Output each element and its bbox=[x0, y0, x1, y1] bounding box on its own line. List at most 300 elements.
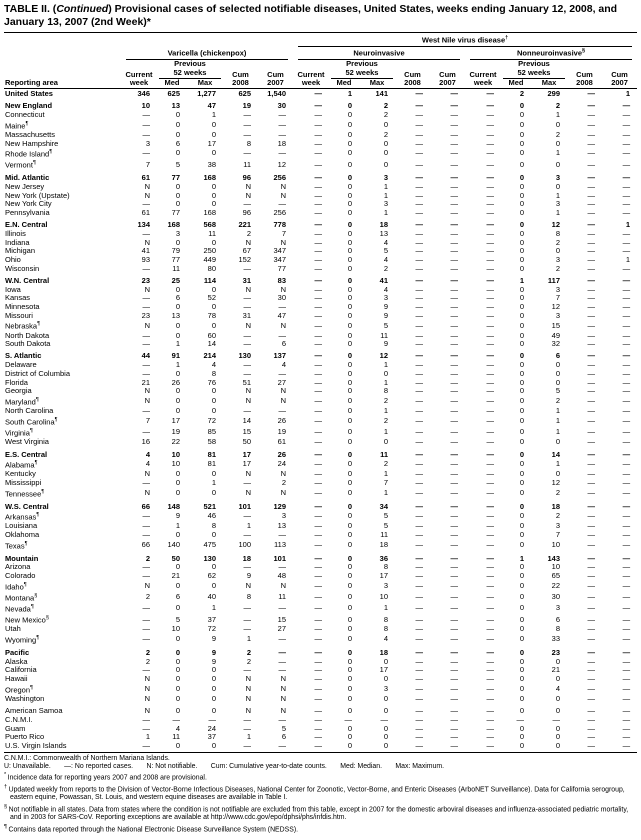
table-row bbox=[4, 592, 637, 603]
value-cell: 38 bbox=[207, 159, 216, 169]
value-cell: — bbox=[486, 378, 494, 387]
value-cell: 23 bbox=[551, 647, 560, 657]
value-cell: — bbox=[450, 340, 458, 349]
value-cell: — bbox=[486, 229, 494, 238]
value-cell: — bbox=[587, 553, 595, 563]
value-cell: — bbox=[415, 407, 423, 416]
value-cell: 0 bbox=[519, 139, 524, 148]
reporting-area-cell: North Carolina bbox=[5, 407, 54, 416]
value-cell: — bbox=[622, 130, 631, 139]
value-cell: 1 bbox=[383, 603, 388, 613]
value-cell: 299 bbox=[547, 89, 560, 98]
value-cell: 0 bbox=[347, 449, 352, 459]
value-cell: 0 bbox=[211, 706, 216, 716]
value-cell: — bbox=[278, 634, 286, 644]
value-cell: — bbox=[314, 369, 322, 378]
value-cell: — bbox=[622, 470, 631, 479]
value-cell: — bbox=[587, 694, 595, 703]
value-cell: — bbox=[314, 470, 322, 479]
table-row bbox=[4, 675, 637, 684]
value-cell: 0 bbox=[347, 387, 352, 396]
value-cell: — bbox=[415, 378, 423, 387]
value-cell: — bbox=[486, 148, 494, 158]
value-cell: — bbox=[415, 89, 423, 98]
value-cell: — bbox=[587, 139, 595, 148]
value-cell: 0 bbox=[519, 238, 524, 247]
value-cell: 1 bbox=[211, 479, 216, 488]
value-cell: — bbox=[314, 294, 322, 303]
value-cell: — bbox=[450, 603, 458, 613]
value-cell: 3 bbox=[281, 511, 286, 521]
value-cell: — bbox=[622, 427, 631, 437]
value-cell: 67 bbox=[242, 247, 251, 256]
value-cell: — bbox=[208, 715, 216, 724]
value-cell: — bbox=[415, 416, 423, 426]
value-cell: 5 bbox=[555, 387, 560, 396]
value-cell: 0 bbox=[519, 351, 524, 361]
value-cell: — bbox=[415, 511, 423, 521]
value-cell: 17 bbox=[171, 416, 180, 426]
value-cell: N bbox=[245, 320, 251, 330]
footnote-mark: ¶ bbox=[36, 512, 40, 519]
table-row bbox=[4, 218, 637, 230]
header-spacer bbox=[4, 34, 293, 47]
value-cell: — bbox=[314, 119, 322, 129]
value-cell: 0 bbox=[519, 101, 524, 111]
value-cell: 0 bbox=[211, 320, 216, 330]
value-cell: — bbox=[486, 182, 494, 191]
value-cell: 0 bbox=[211, 666, 216, 675]
value-cell: — bbox=[450, 724, 458, 733]
value-cell: — bbox=[223, 742, 258, 752]
table-row bbox=[4, 540, 637, 551]
varicella-previous-52weeks-header bbox=[157, 60, 223, 79]
value-cell: — bbox=[587, 657, 595, 666]
value-cell: — bbox=[450, 285, 458, 294]
value-cell: 0 bbox=[211, 531, 216, 540]
value-cell: — bbox=[278, 302, 286, 311]
value-cell: — bbox=[587, 540, 595, 550]
value-cell: — bbox=[415, 540, 423, 550]
value-cell: — bbox=[314, 285, 322, 294]
value-cell: N bbox=[280, 706, 286, 716]
value-cell: 19 bbox=[277, 427, 286, 437]
value-cell: — bbox=[142, 331, 150, 340]
value-cell: — bbox=[450, 101, 458, 111]
value-cell: 0 bbox=[211, 182, 216, 191]
value-cell: — bbox=[587, 470, 595, 479]
value-cell: — bbox=[278, 119, 286, 129]
value-cell: — bbox=[314, 634, 322, 644]
value-cell: — bbox=[450, 715, 458, 724]
footnote-line: † Updated weekly from reports to the Division of Vector-Borne Infectious Diseases, National Center for Zoonotic, Vector-Borne, and Enteric Diseases (ArboNET Surveillance). Data for California serogroup, eastern equine, Powassan, St. Louis, and western equine diseases are available in Table I. bbox=[4, 783, 625, 802]
value-cell: — bbox=[142, 603, 150, 613]
value-cell: — bbox=[314, 694, 322, 703]
reporting-area-cell: S. Atlantic bbox=[5, 351, 42, 361]
value-cell: — bbox=[314, 331, 322, 340]
value-cell: 4 bbox=[175, 724, 180, 733]
value-cell: — bbox=[622, 666, 631, 675]
value-cell: 256 bbox=[273, 208, 286, 217]
footnote-mark: * bbox=[4, 772, 8, 779]
value-cell: 49 bbox=[551, 331, 560, 340]
value-cell: 117 bbox=[547, 275, 560, 285]
value-cell: 12 bbox=[277, 159, 286, 169]
value-cell: 0 bbox=[175, 674, 180, 683]
value-cell: — bbox=[415, 625, 423, 634]
value-cell: 1 bbox=[519, 553, 524, 563]
footnote-mark: ¶ bbox=[41, 488, 45, 495]
value-cell: 0 bbox=[519, 666, 524, 675]
value-cell: 24 bbox=[207, 724, 216, 733]
value-cell: 0 bbox=[519, 479, 524, 488]
value-cell: 4 bbox=[211, 361, 216, 370]
value-cell: 0 bbox=[347, 320, 352, 330]
reporting-area-cell: Vermont¶ bbox=[5, 160, 36, 170]
value-cell: 250 bbox=[203, 247, 216, 256]
value-cell: 81 bbox=[207, 459, 216, 469]
value-cell: 7 bbox=[555, 531, 560, 540]
value-cell: — bbox=[587, 724, 595, 733]
value-cell: — bbox=[622, 110, 631, 119]
value-cell: — bbox=[450, 320, 458, 330]
value-cell: 0 bbox=[347, 438, 352, 447]
value-cell: — bbox=[278, 130, 286, 139]
value-cell: 0 bbox=[211, 302, 216, 311]
value-cell: — bbox=[486, 110, 494, 119]
value-cell: 61 bbox=[141, 173, 150, 183]
reporting-area-cell: Massachusetts bbox=[5, 130, 56, 139]
neuro-cum2007-header: Cum 2007 bbox=[430, 60, 465, 88]
value-cell: — bbox=[486, 522, 494, 531]
value-cell: — bbox=[142, 294, 150, 303]
neuroinvasive-label: Neuroinvasive bbox=[353, 48, 405, 58]
value-cell: 1 bbox=[211, 603, 216, 613]
value-cell: — bbox=[587, 378, 595, 387]
value-cell: — bbox=[450, 369, 458, 378]
value-cell: — bbox=[450, 553, 458, 563]
value-cell: 625 bbox=[167, 89, 180, 98]
value-cell: — bbox=[622, 294, 631, 303]
value-cell: — bbox=[486, 416, 494, 426]
value-cell: N bbox=[245, 396, 251, 406]
value-cell: 0 bbox=[175, 148, 180, 158]
value-cell: 27 bbox=[277, 625, 286, 634]
neuro-cum2008-header: Cum 2008 bbox=[395, 60, 430, 88]
table-row bbox=[4, 273, 637, 285]
value-cell: — bbox=[142, 666, 150, 675]
value-cell: — bbox=[486, 351, 494, 361]
value-cell: — bbox=[450, 139, 458, 148]
value-cell: 13 bbox=[379, 229, 388, 238]
value-cell: — bbox=[314, 229, 322, 238]
value-cell: — bbox=[314, 139, 322, 148]
value-cell: — bbox=[243, 715, 251, 724]
value-cell: — bbox=[415, 674, 423, 683]
value-cell: — bbox=[415, 173, 423, 183]
value-cell: — bbox=[415, 531, 423, 540]
table-row bbox=[4, 88, 637, 99]
value-cell: 12 bbox=[551, 302, 560, 311]
value-cell: — bbox=[486, 275, 494, 285]
value-cell: — bbox=[314, 110, 322, 119]
reporting-area-cell: Missouri bbox=[5, 311, 33, 320]
value-cell: 0 bbox=[347, 361, 352, 370]
value-cell: 0 bbox=[519, 407, 524, 416]
table-row bbox=[4, 99, 637, 111]
value-cell: 22 bbox=[551, 580, 560, 590]
value-cell: 0 bbox=[519, 119, 524, 129]
value-cell: N bbox=[144, 387, 150, 396]
value-cell: — bbox=[142, 427, 150, 437]
table-row bbox=[4, 379, 637, 388]
value-cell: — bbox=[450, 130, 458, 139]
value-cell: — bbox=[622, 159, 631, 169]
value-cell: 1 bbox=[383, 191, 388, 200]
value-cell: 0 bbox=[347, 647, 352, 657]
reporting-area-cell: American Samoa bbox=[5, 706, 63, 716]
value-cell: 0 bbox=[519, 683, 524, 693]
value-cell: N bbox=[144, 285, 150, 294]
value-cell: 0 bbox=[175, 531, 180, 540]
value-cell: — bbox=[486, 89, 494, 98]
nonneuro-cum2007-header: Cum 2007 bbox=[602, 60, 637, 88]
value-cell: — bbox=[587, 173, 595, 183]
value-cell: 1 bbox=[555, 191, 560, 200]
value-cell: — bbox=[314, 459, 322, 469]
value-cell: 0 bbox=[519, 603, 524, 613]
value-cell: — bbox=[587, 479, 595, 488]
value-cell: 0 bbox=[383, 733, 388, 742]
value-cell: N bbox=[280, 285, 286, 294]
value-cell: 0 bbox=[519, 427, 524, 437]
reporting-area-cell: E.S. Central bbox=[5, 449, 48, 459]
value-cell: 1,540 bbox=[267, 89, 286, 98]
value-cell: 0 bbox=[347, 522, 352, 531]
value-cell: 0 bbox=[347, 666, 352, 675]
value-cell: 143 bbox=[547, 553, 560, 563]
value-cell: — bbox=[278, 666, 286, 675]
value-cell: 0 bbox=[519, 182, 524, 191]
value-cell: — bbox=[243, 614, 251, 624]
value-cell: 66 bbox=[141, 501, 150, 511]
value-cell: 30 bbox=[551, 592, 560, 602]
value-cell: 24 bbox=[277, 459, 286, 469]
reporting-area-cell: Kentucky bbox=[5, 470, 36, 479]
value-cell: — bbox=[486, 674, 494, 683]
value-cell: 10 bbox=[171, 625, 180, 634]
value-cell: — bbox=[622, 191, 631, 200]
value-cell: — bbox=[142, 625, 150, 634]
value-cell: 0 bbox=[347, 694, 352, 703]
value-cell: — bbox=[622, 247, 631, 256]
value-cell: 33 bbox=[551, 634, 560, 644]
value-cell: — bbox=[450, 238, 458, 247]
value-cell: 134 bbox=[137, 220, 150, 230]
value-cell: 2 bbox=[555, 101, 560, 111]
value-cell: 1 bbox=[175, 522, 180, 531]
value-cell: — bbox=[450, 110, 458, 119]
footnote-mark: ¶ bbox=[30, 604, 34, 611]
value-cell: N bbox=[280, 238, 286, 247]
value-cell: 0 bbox=[175, 302, 180, 311]
value-cell: N bbox=[144, 396, 150, 406]
value-cell: — bbox=[142, 407, 150, 416]
value-cell: — bbox=[142, 571, 150, 580]
table-row bbox=[4, 303, 637, 312]
value-cell: 0 bbox=[383, 706, 388, 716]
value-cell: — bbox=[622, 647, 631, 657]
footnote-mark: § bbox=[34, 592, 38, 599]
reporting-area-cell: Colorado bbox=[5, 571, 36, 580]
value-cell: 0 bbox=[347, 396, 352, 406]
value-cell: — bbox=[587, 331, 595, 340]
value-cell: 0 bbox=[347, 302, 352, 311]
value-cell: 0 bbox=[519, 438, 524, 447]
value-cell: — bbox=[314, 647, 322, 657]
table-body bbox=[4, 88, 637, 752]
value-cell: — bbox=[314, 540, 322, 550]
value-cell: — bbox=[486, 191, 494, 200]
value-cell: — bbox=[552, 715, 560, 724]
value-cell: — bbox=[415, 657, 423, 666]
value-cell: 7 bbox=[145, 416, 150, 426]
value-cell: 0 bbox=[175, 191, 180, 200]
value-cell: 1 bbox=[555, 416, 560, 426]
footnote-mark: ¶ bbox=[24, 540, 28, 547]
value-cell: 1 bbox=[145, 733, 150, 742]
value-cell: — bbox=[314, 563, 322, 572]
value-cell: — bbox=[486, 208, 494, 217]
value-cell: 0 bbox=[175, 387, 180, 396]
value-cell: 0 bbox=[211, 191, 216, 200]
value-cell: 0 bbox=[347, 159, 352, 169]
value-cell: 1 bbox=[383, 470, 388, 479]
value-cell: 11 bbox=[278, 592, 286, 602]
footnotes bbox=[4, 753, 637, 840]
value-cell: — bbox=[243, 407, 251, 416]
value-cell: — bbox=[314, 200, 322, 209]
value-cell: 0 bbox=[175, 285, 180, 294]
value-cell: 1 bbox=[555, 208, 560, 217]
value-cell: — bbox=[587, 159, 595, 169]
reporting-area-cell: Georgia bbox=[5, 387, 32, 396]
value-cell: 0 bbox=[555, 674, 560, 683]
value-cell: 0 bbox=[347, 220, 352, 230]
table-row bbox=[4, 349, 637, 361]
value-cell: 8 bbox=[383, 625, 388, 634]
reporting-area-cell: Arizona bbox=[5, 563, 31, 572]
value-cell: 2 bbox=[383, 130, 388, 139]
value-cell: 0 bbox=[347, 340, 352, 349]
value-cell: 0 bbox=[347, 603, 352, 613]
table-row bbox=[4, 396, 637, 407]
value-cell: — bbox=[415, 592, 423, 602]
value-cell: — bbox=[450, 666, 458, 675]
footnote-mark: ¶ bbox=[23, 581, 27, 588]
table-row bbox=[4, 148, 637, 159]
table-row bbox=[4, 286, 637, 295]
value-cell: 0 bbox=[347, 501, 352, 511]
value-cell: 0 bbox=[347, 733, 352, 742]
value-cell: 0 bbox=[347, 470, 352, 479]
value-cell: — bbox=[415, 159, 423, 169]
value-cell: 0 bbox=[519, 592, 524, 602]
value-cell: 0 bbox=[347, 130, 352, 139]
table-row bbox=[4, 239, 637, 248]
value-cell: 0 bbox=[347, 531, 352, 540]
value-cell: — bbox=[450, 311, 458, 320]
value-cell: — bbox=[587, 416, 595, 426]
reporting-area-cell: South Carolina¶ bbox=[5, 416, 58, 427]
value-cell: — bbox=[486, 200, 494, 209]
reporting-area-cell: Maine¶ bbox=[5, 120, 29, 131]
value-cell: 10 bbox=[141, 101, 150, 111]
value-cell: 10 bbox=[171, 459, 180, 469]
value-cell: — bbox=[415, 683, 423, 693]
varicella-cum2007-header: Cum 2007 bbox=[258, 60, 293, 88]
value-cell: — bbox=[142, 200, 150, 209]
value-cell: 3 bbox=[555, 603, 560, 613]
value-cell: — bbox=[415, 603, 423, 613]
value-cell: 8 bbox=[383, 563, 388, 572]
reporting-area-cell: W.S. Central bbox=[5, 501, 49, 511]
value-cell: — bbox=[314, 238, 322, 247]
value-cell: 0 bbox=[347, 119, 352, 129]
value-cell: — bbox=[486, 724, 494, 733]
value-cell: 0 bbox=[347, 580, 352, 590]
value-cell: 2 bbox=[383, 396, 388, 406]
value-cell: N bbox=[144, 191, 150, 200]
value-cell: N bbox=[245, 694, 251, 703]
value-cell: — bbox=[450, 361, 458, 370]
table-row bbox=[4, 511, 637, 522]
value-cell: 0 bbox=[519, 634, 524, 644]
value-cell: 1,277 bbox=[197, 89, 216, 98]
value-cell: — bbox=[314, 427, 322, 437]
value-cell: 0 bbox=[175, 580, 180, 590]
value-cell: — bbox=[587, 531, 595, 540]
value-cell: — bbox=[486, 715, 494, 724]
value-cell: 0 bbox=[555, 119, 560, 129]
reporting-area-cell: Michigan bbox=[5, 247, 36, 256]
value-cell: — bbox=[486, 501, 494, 511]
reporting-area-cell: New England bbox=[5, 101, 53, 111]
value-cell: — bbox=[486, 294, 494, 303]
value-cell: 0 bbox=[383, 148, 388, 158]
value-cell: — bbox=[172, 715, 180, 724]
value-cell: 2 bbox=[246, 657, 251, 666]
value-cell: — bbox=[587, 501, 595, 511]
value-cell: 62 bbox=[207, 571, 216, 580]
value-cell: 93 bbox=[141, 255, 150, 264]
value-cell: — bbox=[587, 511, 595, 521]
value-cell: — bbox=[314, 191, 322, 200]
value-cell: — bbox=[142, 264, 150, 273]
table-row bbox=[4, 742, 637, 752]
value-cell: 18 bbox=[277, 139, 286, 148]
value-cell: — bbox=[314, 625, 322, 634]
table-row bbox=[4, 551, 637, 563]
value-cell: — bbox=[486, 614, 494, 624]
value-cell: — bbox=[243, 340, 251, 349]
value-cell: — bbox=[243, 666, 251, 675]
value-cell: 1 bbox=[383, 208, 388, 217]
value-cell: — bbox=[587, 255, 595, 264]
value-cell: 0 bbox=[519, 540, 524, 550]
value-cell: 18 bbox=[379, 220, 388, 230]
value-cell: — bbox=[243, 130, 251, 139]
